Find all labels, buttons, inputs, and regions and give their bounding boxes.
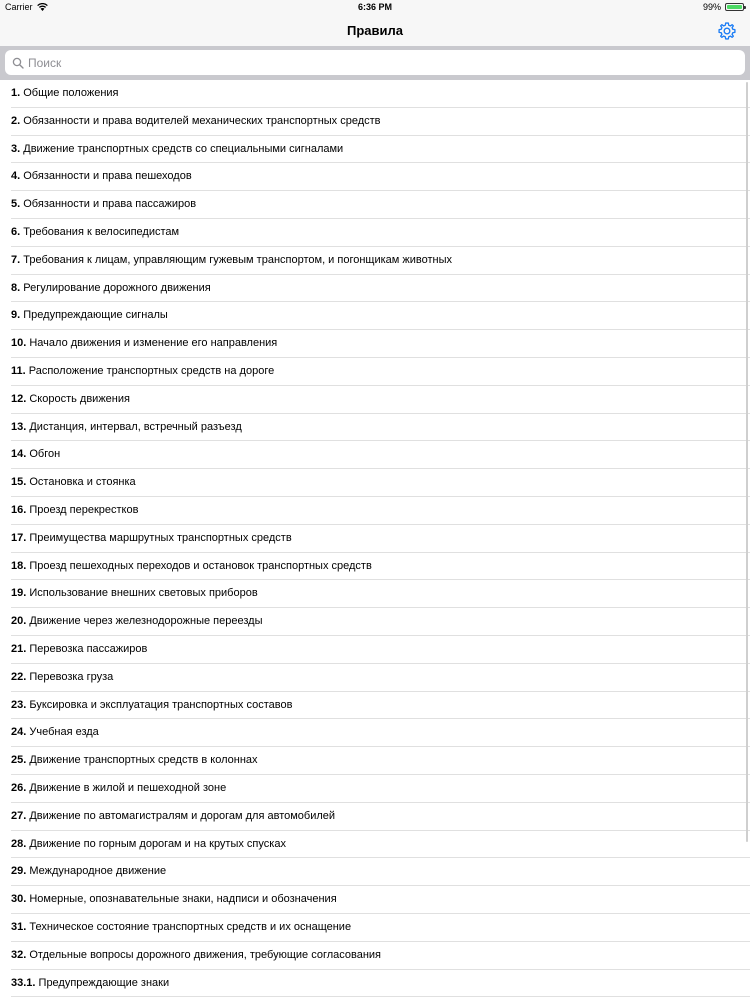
list-item-number: 3.	[11, 142, 21, 155]
list-item-number: 31.	[11, 920, 27, 933]
list-item-label: Обязанности и права пешеходов	[23, 170, 192, 183]
list-item-number: 28.	[11, 837, 27, 850]
list-item-label: Учебная езда	[29, 726, 99, 739]
list-item-label: Движение по автомагистралям и дорогам для автомобилей	[29, 809, 336, 822]
list-item-number: 15.	[11, 476, 27, 489]
list-item-number: 1.	[11, 87, 21, 99]
list-item[interactable]	[0, 191, 750, 219]
list-item-number: 2.	[11, 114, 21, 127]
list-item-number: 24.	[11, 726, 27, 739]
list-item-label: Расположение транспортных средств на дороге	[28, 364, 275, 377]
list-item-number: 32.	[11, 948, 27, 961]
carrier-label: Carrier	[5, 2, 33, 12]
list-item[interactable]	[0, 664, 750, 692]
list-item-number: 11.	[11, 364, 26, 377]
list-item-number: 20.	[11, 615, 27, 628]
list-item-number: 29.	[11, 865, 27, 878]
list-item-label: Обязанности и права пассажиров	[23, 198, 197, 211]
status-time: 6:36 PM	[357, 2, 392, 12]
list-item-label: Перевозка груза	[29, 670, 114, 683]
list-item-number: 5.	[11, 198, 21, 211]
scroll-indicator[interactable]	[746, 82, 748, 842]
list-item-label: Использование внешних световых приборов	[29, 587, 258, 600]
list-item[interactable]	[0, 886, 750, 914]
list-item-label: Международное движение	[29, 865, 167, 878]
battery-fill	[727, 5, 742, 9]
list-item[interactable]	[0, 80, 750, 108]
list-item[interactable]	[0, 580, 750, 608]
list-item[interactable]	[0, 775, 750, 803]
list-item-number: 25.	[11, 754, 27, 767]
list-item-number: 13.	[11, 420, 27, 433]
list-item[interactable]	[0, 608, 750, 636]
list-item[interactable]	[0, 358, 750, 386]
rules-list	[0, 80, 750, 997]
list-item[interactable]	[0, 219, 750, 247]
list-item[interactable]	[0, 136, 750, 164]
list-item-label: Отдельные вопросы дорожного движения, требующие согласования	[29, 948, 381, 961]
list-item-label: Общие положения	[23, 87, 119, 99]
list-item[interactable]	[0, 747, 750, 775]
list-item[interactable]	[0, 858, 750, 886]
list-item-label: Движение через железнодорожные переезды	[29, 615, 263, 628]
page-title: Правила	[347, 23, 403, 38]
list-item[interactable]	[0, 497, 750, 525]
list-item-number: 10.	[11, 337, 27, 350]
search-field[interactable]	[5, 50, 745, 75]
list-item-label: Требования к лицам, управляющим гужевым транспортом, и погонщикам животных	[23, 253, 453, 266]
list-item[interactable]	[0, 719, 750, 747]
list-item[interactable]	[0, 275, 750, 303]
list-item-label: Техническое состояние транспортных средств и их оснащение	[29, 920, 352, 933]
list-item[interactable]	[0, 302, 750, 330]
list-item[interactable]	[0, 386, 750, 414]
list-item-label: Начало движения и изменение его направления	[29, 337, 278, 350]
list-item[interactable]	[0, 914, 750, 942]
list-item-number: 16.	[11, 503, 27, 516]
list-item[interactable]	[0, 525, 750, 553]
list-item[interactable]	[0, 831, 750, 859]
list-item-label: Предупреждающие сигналы	[23, 309, 168, 322]
list-item[interactable]	[0, 441, 750, 469]
list-item-number: 22.	[11, 670, 27, 683]
battery-icon	[725, 3, 744, 11]
list-item-number: 14.	[11, 448, 27, 461]
gear-icon[interactable]	[717, 21, 737, 41]
list-item[interactable]	[0, 163, 750, 191]
list-item-label: Движение по горным дорогам и на крутых спусках	[29, 837, 286, 850]
status-right	[703, 2, 744, 12]
list-item-number: 17.	[11, 531, 27, 544]
list-item-label: Регулирование дорожного движения	[23, 281, 211, 294]
list-item[interactable]	[0, 414, 750, 442]
list-item-number: 26.	[11, 781, 27, 794]
list-item-label: Предупреждающие знаки	[38, 976, 170, 989]
list-item-number: 9.	[11, 309, 21, 322]
list-item-number: 12.	[11, 392, 27, 405]
list-item-label: Проезд перекрестков	[29, 503, 139, 516]
list-item-number: 21.	[11, 642, 27, 655]
list-item-number: 8.	[11, 281, 21, 294]
list-item-label: Буксировка и эксплуатация транспортных составов	[29, 698, 293, 711]
list-item-label: Преимущества маршрутных транспортных средств	[29, 531, 292, 544]
list-item-label: Скорость движения	[29, 392, 130, 405]
list-item-label: Обязанности и права водителей механических транспортных средств	[23, 114, 381, 127]
list-item-label: Движение транспортных средств со специальными сигналами	[23, 142, 344, 155]
list-item-number: 6.	[11, 225, 21, 238]
list-item-number: 7.	[11, 253, 21, 266]
list-item[interactable]	[0, 553, 750, 581]
search-input[interactable]	[28, 56, 745, 70]
list-item-label: Дистанция, интервал, встречный разъезд	[29, 420, 242, 433]
list-item-label: Требования к велосипедистам	[23, 225, 180, 238]
battery-percent: 99%	[702, 2, 721, 12]
search-bar	[0, 46, 750, 80]
status-bar	[0, 0, 750, 16]
search-icon	[12, 57, 24, 69]
list-item[interactable]	[0, 108, 750, 136]
list-item[interactable]	[0, 970, 750, 998]
list-item[interactable]	[0, 692, 750, 720]
list-item-number: 19.	[11, 587, 27, 600]
list-item[interactable]	[0, 636, 750, 664]
list-item-label: Проезд пешеходных переходов и остановок транспортных средств	[29, 559, 372, 572]
list-item-number: 30.	[11, 893, 27, 906]
list-item-number: 33.1.	[11, 976, 36, 989]
battery-cap	[744, 6, 746, 9]
list-item-label: Номерные, опознавательные знаки, надписи и обозначения	[29, 893, 337, 906]
list-item-label: Движение в жилой и пешеходной зоне	[29, 781, 227, 794]
list-item-number: 18.	[11, 559, 27, 572]
list-item[interactable]	[0, 803, 750, 831]
list-item[interactable]	[0, 469, 750, 497]
list-item-number: 4.	[11, 170, 21, 183]
list-item-number: 23.	[11, 698, 27, 711]
list-item[interactable]	[0, 330, 750, 358]
list-item-label: Движение транспортных средств в колоннах	[29, 754, 258, 767]
list-item-label: Перевозка пассажиров	[29, 642, 148, 655]
list-item[interactable]	[0, 247, 750, 275]
list-item-number: 27.	[11, 809, 27, 822]
list-item-label: Остановка и стоянка	[29, 476, 136, 489]
list-item[interactable]	[0, 942, 750, 970]
list-item-label: Обгон	[29, 448, 61, 461]
navigation-bar	[0, 16, 750, 46]
